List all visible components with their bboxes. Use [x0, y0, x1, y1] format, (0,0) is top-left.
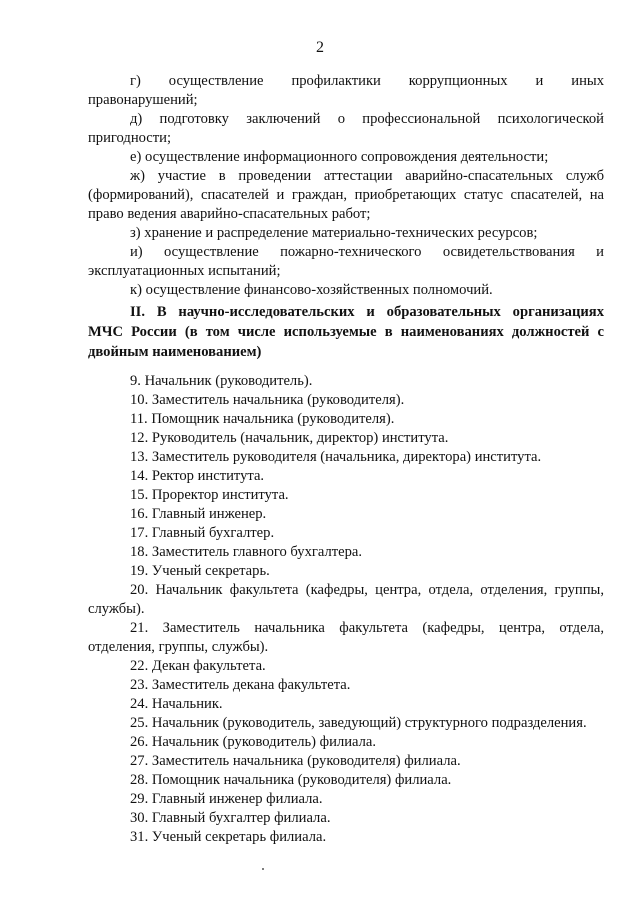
text-line: отделения, группы, службы). — [88, 639, 269, 655]
position-item — [88, 524, 604, 543]
text-line: е) осуществление информационного сопровождения деятельности; — [130, 149, 549, 165]
list-item — [88, 148, 604, 167]
position-item — [88, 372, 604, 391]
text-line: 31. Ученый секретарь филиала. — [130, 829, 327, 845]
function-list — [88, 72, 604, 300]
text-line: 22. Декан факультета. — [130, 658, 266, 674]
position-item — [88, 733, 604, 752]
scan-speck — [262, 868, 264, 870]
text-line: 26. Начальник (руководитель) филиала. — [130, 734, 377, 750]
text-line: эксплуатационных испытаний; — [88, 263, 281, 279]
position-item — [88, 695, 604, 714]
text-line: 10. Заместитель начальника (руководителя). — [130, 392, 405, 408]
position-item — [88, 714, 604, 733]
text-line: 12. Руководитель (начальник, директор) института. — [130, 430, 449, 446]
position-item — [88, 562, 604, 581]
text-line: 18. Заместитель главного бухгалтера. — [130, 544, 363, 560]
position-item — [88, 505, 604, 524]
position-item — [88, 429, 604, 448]
text-line: 30. Главный бухгалтер филиала. — [130, 810, 331, 826]
section-heading — [88, 302, 604, 362]
position-item — [88, 543, 604, 562]
position-item — [88, 809, 604, 828]
text-line: право ведения аварийно-спасательных работ; — [88, 206, 371, 222]
text-line: 29. Главный инженер филиала. — [130, 791, 323, 807]
positions-list — [88, 372, 604, 847]
text-line: 15. Проректор института. — [130, 487, 289, 503]
text-line: 25. Начальник (руководитель, заведующий) структурного подразделения. — [130, 715, 587, 731]
text-line: 17. Главный бухгалтер. — [130, 525, 275, 541]
text-line: 19. Ученый секретарь. — [130, 563, 270, 579]
list-item — [88, 243, 604, 281]
text-line: 16. Главный инженер. — [130, 506, 267, 522]
list-item — [88, 224, 604, 243]
position-item — [88, 752, 604, 771]
text-line: д) подготовку заключений о профессиональной психологической — [130, 111, 604, 127]
position-item — [88, 790, 604, 809]
position-item — [88, 657, 604, 676]
page-number: 2 — [316, 39, 324, 56]
text-line: МЧС России (в том числе используемые в наименованиях должностей с — [88, 324, 604, 340]
text-line: з) хранение и распределение материально-технических ресурсов; — [130, 225, 538, 241]
text-line: 23. Заместитель декана факультета. — [130, 677, 351, 693]
text-line: 11. Помощник начальника (руководителя). — [130, 411, 395, 427]
text-line: к) осуществление финансово-хозяйственных полномочий. — [130, 282, 493, 298]
text-line: правонарушений; — [88, 92, 198, 108]
position-item — [88, 771, 604, 790]
text-line: пригодности; — [88, 130, 172, 146]
position-item — [88, 581, 604, 619]
text-line: 21. Заместитель начальника факультета (кафедры, центра, отдела, — [130, 620, 604, 636]
text-line: двойным наименованием) — [88, 344, 262, 360]
text-line: 9. Начальник (руководитель). — [130, 373, 313, 389]
position-item — [88, 467, 604, 486]
position-item — [88, 828, 604, 847]
position-item — [88, 391, 604, 410]
text-line: 27. Заместитель начальника (руководителя) филиала. — [130, 753, 461, 769]
position-item — [88, 619, 604, 657]
list-item — [88, 110, 604, 148]
text-line: ж) участие в проведении аттестации аварийно-спасательных служб — [130, 168, 604, 184]
position-item — [88, 486, 604, 505]
list-item — [88, 72, 604, 110]
text-line: II. В научно-исследовательских и образовательных организациях — [130, 304, 604, 320]
text-line: г) осуществление профилактики коррупционных и иных — [130, 73, 604, 89]
text-line: 13. Заместитель руководителя (начальника, директора) института. — [130, 449, 542, 465]
position-item — [88, 448, 604, 467]
position-item — [88, 410, 604, 429]
text-line: 14. Ректор института. — [130, 468, 265, 484]
text-line: 24. Начальник. — [130, 696, 223, 712]
text-line: 28. Помощник начальника (руководителя) филиала. — [130, 772, 452, 788]
text-line: (формирований), спасателей и граждан, приобретающих статус спасателей, на — [88, 187, 604, 203]
text-line: и) осуществление пожарно-технического освидетельствования и — [130, 244, 604, 260]
list-item — [88, 167, 604, 224]
text-line: 20. Начальник факультета (кафедры, центра, отдела, отделения, группы, — [130, 582, 604, 598]
list-item — [88, 281, 604, 300]
position-item — [88, 676, 604, 695]
text-line: службы). — [88, 601, 145, 617]
